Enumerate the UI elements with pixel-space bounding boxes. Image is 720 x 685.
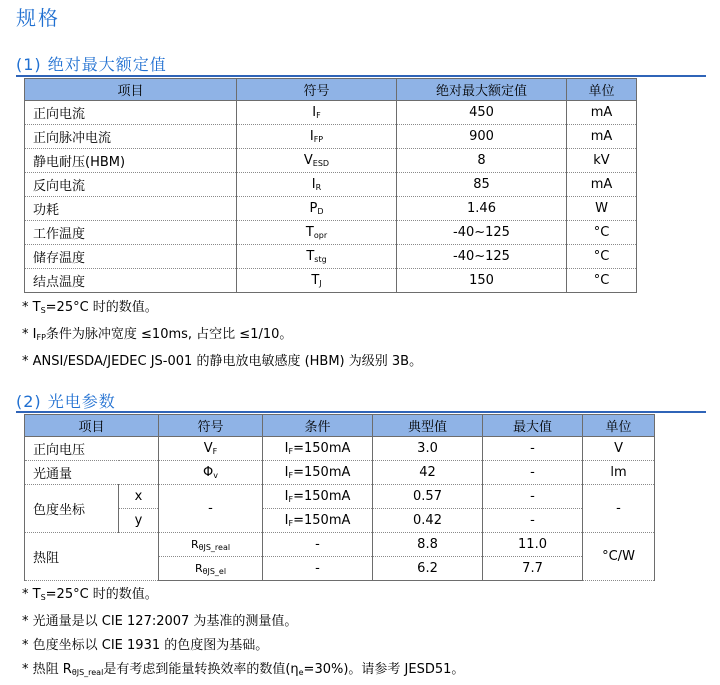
col-header-unit: 单位 <box>583 415 655 437</box>
param-name: 静电耐压(HBM) <box>25 149 237 173</box>
table-row <box>25 245 637 269</box>
table-row: 光通量 $\Phi_v$ $I_F=150mA$ 42 - lm <box>25 461 655 485</box>
col-header-max: 最大值 <box>483 415 583 437</box>
table-row: $R_{\theta JS\_el}$ - 6.2 7.7 <box>25 557 655 581</box>
param-unit: °C <box>567 221 637 245</box>
param-unit: °C <box>567 245 637 269</box>
param-unit: kV <box>567 149 637 173</box>
param-symbol: $P_D$ <box>237 197 397 221</box>
col-header-condition: 条件 <box>263 415 373 437</box>
param-name: 正向脉冲电流 <box>25 125 237 149</box>
table-row: 正向电压 $V_F$ $I_F=150mA$ 3.0 - V <box>25 437 655 461</box>
section-divider <box>16 75 706 77</box>
param-unit: mA <box>567 101 637 125</box>
param-name: 工作温度 <box>25 221 237 245</box>
param-value: 1.46 <box>397 197 567 221</box>
section-heading-absolute-max: (1) 绝对最大额定值 <box>16 55 167 74</box>
col-header-rating: 绝对最大额定值 <box>397 79 567 101</box>
col-header-item: 项目 <box>25 79 237 101</box>
param-unit: W <box>567 197 637 221</box>
table-row: 色度坐标 x - $I_F=150mA$ 0.57 - - <box>25 485 655 509</box>
param-symbol: $T_J$ <box>237 269 397 293</box>
param-value: 450 <box>397 101 567 125</box>
param-value: 900 <box>397 125 567 149</box>
param-symbol: $V_{ESD}$ <box>237 149 397 173</box>
param-value: 150 <box>397 269 567 293</box>
param-name: 正向电流 <box>25 101 237 125</box>
table-row <box>25 149 637 173</box>
table-row <box>25 269 637 293</box>
section-divider <box>16 411 706 413</box>
absolute-max-table <box>24 78 637 293</box>
note-esd: * ANSI/ESDA/JEDEC JS-001 的静电放电敏感度 (HBM) 为级别 3B。 <box>22 354 423 369</box>
col-header-symbol: 符号 <box>237 79 397 101</box>
table-row: y $I_F=150mA$ 0.42 - <box>25 509 655 533</box>
table-row <box>25 101 637 125</box>
param-value: -40~125 <box>397 245 567 269</box>
note-ts: * $T_S=25^\circ C$ 时的数值。 <box>22 300 158 315</box>
param-name: 储存温度 <box>25 245 237 269</box>
param-symbol: $I_F$ <box>237 101 397 125</box>
absolute-max-notes <box>22 296 422 374</box>
note-thermal: * 热阻 $R_{\theta JS\_real}$是有考虑到能量转换效率的数值$(\eta_e=30\%)$。请参考 JESD51。 <box>22 662 465 677</box>
section-heading-optical: (2) 光电参数 <box>16 392 116 411</box>
param-name: 反向电流 <box>25 173 237 197</box>
table-row <box>25 125 637 149</box>
table-row <box>25 221 637 245</box>
param-name: 结点温度 <box>25 269 237 293</box>
param-name: 功耗 <box>25 197 237 221</box>
param-symbol: $T_{stg}$ <box>237 245 397 269</box>
param-unit: mA <box>567 125 637 149</box>
table-row: 热阻 $R_{\theta JS\_real}$ - 8.8 11.0 °C/W <box>25 533 655 557</box>
param-unit: mA <box>567 173 637 197</box>
col-header-typical: 典型值 <box>373 415 483 437</box>
col-header-unit: 单位 <box>567 79 637 101</box>
note-ts: * $T_S=25^\circ C$ 时的数值。 <box>22 587 158 602</box>
optical-notes <box>22 583 464 685</box>
param-symbol: $I_R$ <box>237 173 397 197</box>
page-title: 规格 <box>16 6 60 30</box>
param-value: 8 <box>397 149 567 173</box>
note-ifp: * $I_{FP}$条件为脉冲宽度 ≤10ms, 占空比 ≤1/10。 <box>22 327 293 342</box>
table-row <box>25 173 637 197</box>
param-symbol: $I_{FP}$ <box>237 125 397 149</box>
param-value: -40~125 <box>397 221 567 245</box>
param-symbol: $T_{opr}$ <box>237 221 397 245</box>
table-row <box>25 197 637 221</box>
optical-table <box>24 414 655 581</box>
note-flux: * 光通量是以 CIE 127:2007 为基准的测量值。 <box>22 614 298 629</box>
col-header-item: 项目 <box>25 415 159 437</box>
note-chromaticity: * 色度坐标以 CIE 1931 的色度图为基础。 <box>22 638 269 653</box>
col-header-symbol: 符号 <box>159 415 263 437</box>
param-value: 85 <box>397 173 567 197</box>
param-unit: °C <box>567 269 637 293</box>
